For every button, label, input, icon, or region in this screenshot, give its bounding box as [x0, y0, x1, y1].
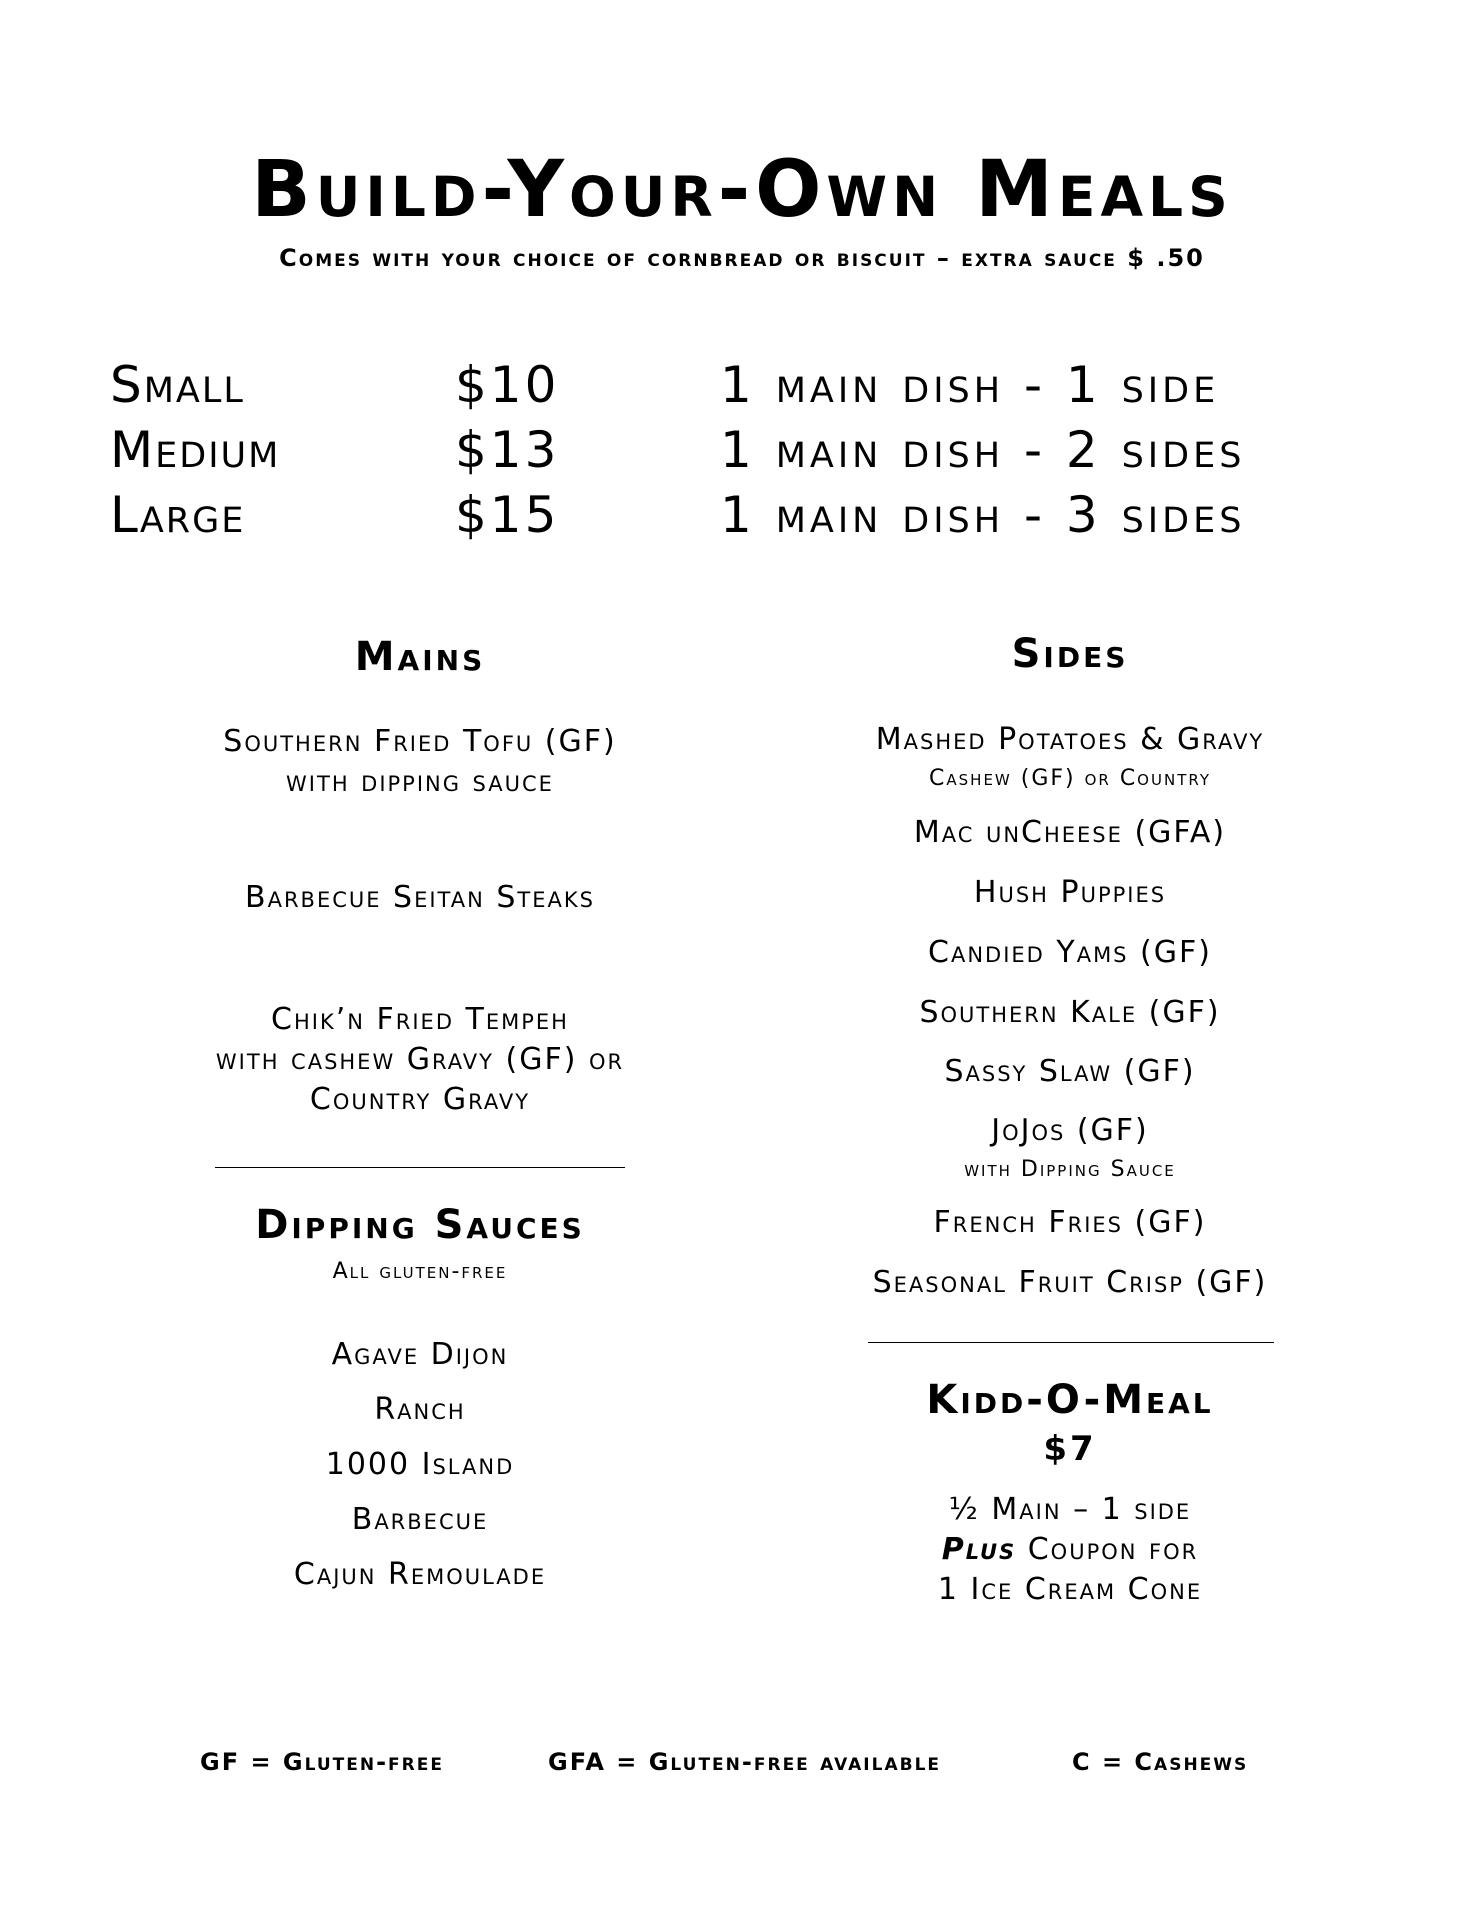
- kids-meal-plus: Plus: [941, 1532, 1017, 1567]
- sauce-item: Cajun Remoulade: [293, 1557, 547, 1592]
- side-item: Southern Kale (GF): [919, 995, 1221, 1030]
- kids-meal-heading: Kidd-O-Meal: [926, 1377, 1214, 1423]
- size-name: Medium: [110, 421, 281, 479]
- main-item-tempeh: [100, 1000, 740, 1120]
- side-item-note: Cashew (GF) or Country: [929, 766, 1211, 791]
- side-item: Mac unCheese (GFA): [913, 815, 1227, 850]
- kids-meal-price: $7: [1043, 1429, 1097, 1469]
- main-item-tofu: [100, 722, 740, 802]
- main-item-line: with cashew Gravy (GF) or: [215, 1042, 625, 1077]
- menu-title: Build-Your-Own Meals: [251, 145, 1233, 235]
- side-item: Seasonal Fruit Crisp (GF): [872, 1265, 1268, 1300]
- side-item: Mashed Potatoes & Gravy: [875, 722, 1265, 757]
- side-item: Hush Puppies: [973, 875, 1167, 910]
- kids-meal-line: ½ Main – 1 side: [948, 1492, 1192, 1527]
- main-item-line: Southern Fried Tofu (GF): [223, 724, 617, 759]
- divider: [215, 1167, 625, 1168]
- size-row-small: [110, 355, 1390, 415]
- size-row-large: [110, 485, 1390, 545]
- main-item-line: Barbecue Seitan Steaks: [245, 880, 595, 915]
- divider: [868, 1342, 1274, 1343]
- size-row-medium: [110, 420, 1390, 480]
- kids-meal-line: [750, 1530, 1390, 1570]
- main-item-seitan: [100, 878, 740, 918]
- size-description: 1 main dish - 3 sides: [720, 486, 1246, 544]
- legend-gf: GF = Gluten-free: [200, 1748, 444, 1776]
- side-item-note: with Dipping Sauce: [964, 1157, 1176, 1182]
- sides-heading: Sides: [1011, 631, 1129, 677]
- side-item: Sassy Slaw (GF): [944, 1054, 1196, 1089]
- kids-meal-line: 1 Ice Cream Cone: [937, 1572, 1203, 1607]
- side-item: JoJos (GF): [991, 1113, 1149, 1148]
- legend-gfa: GFA = Gluten-free available: [548, 1748, 942, 1776]
- main-item-line: Chik’n Fried Tempeh: [271, 1002, 569, 1037]
- legend-cashews: C = Cashews: [1072, 1748, 1249, 1776]
- size-description: 1 main dish - 1 side: [720, 356, 1220, 414]
- sauce-item: 1000 Island: [325, 1447, 515, 1482]
- size-price: $15: [455, 486, 560, 544]
- size-price: $10: [455, 356, 560, 414]
- main-item-line: Country Gravy: [309, 1082, 531, 1117]
- main-item-line: with dipping sauce: [286, 764, 554, 799]
- kids-meal-coupon: Coupon for: [1016, 1532, 1199, 1567]
- size-description: 1 main dish - 2 sides: [720, 421, 1246, 479]
- size-name: Large: [110, 486, 246, 544]
- menu-subtitle: Comes with your choice of cornbread or biscuit – extra sauce $ .50: [279, 244, 1205, 272]
- side-item: French Fries (GF): [933, 1205, 1207, 1240]
- sauce-item: Ranch: [374, 1392, 466, 1427]
- sauce-item: Agave Dijon: [331, 1337, 509, 1372]
- sauce-item: Barbecue: [351, 1502, 489, 1537]
- side-item: Candied Yams (GF): [928, 935, 1212, 970]
- mains-heading: Mains: [354, 634, 486, 680]
- dipping-sauces-note: All gluten-free: [332, 1259, 508, 1284]
- size-price: $13: [455, 421, 560, 479]
- size-name: Small: [110, 356, 245, 414]
- dipping-sauces-heading: Dipping Sauces: [255, 1202, 585, 1248]
